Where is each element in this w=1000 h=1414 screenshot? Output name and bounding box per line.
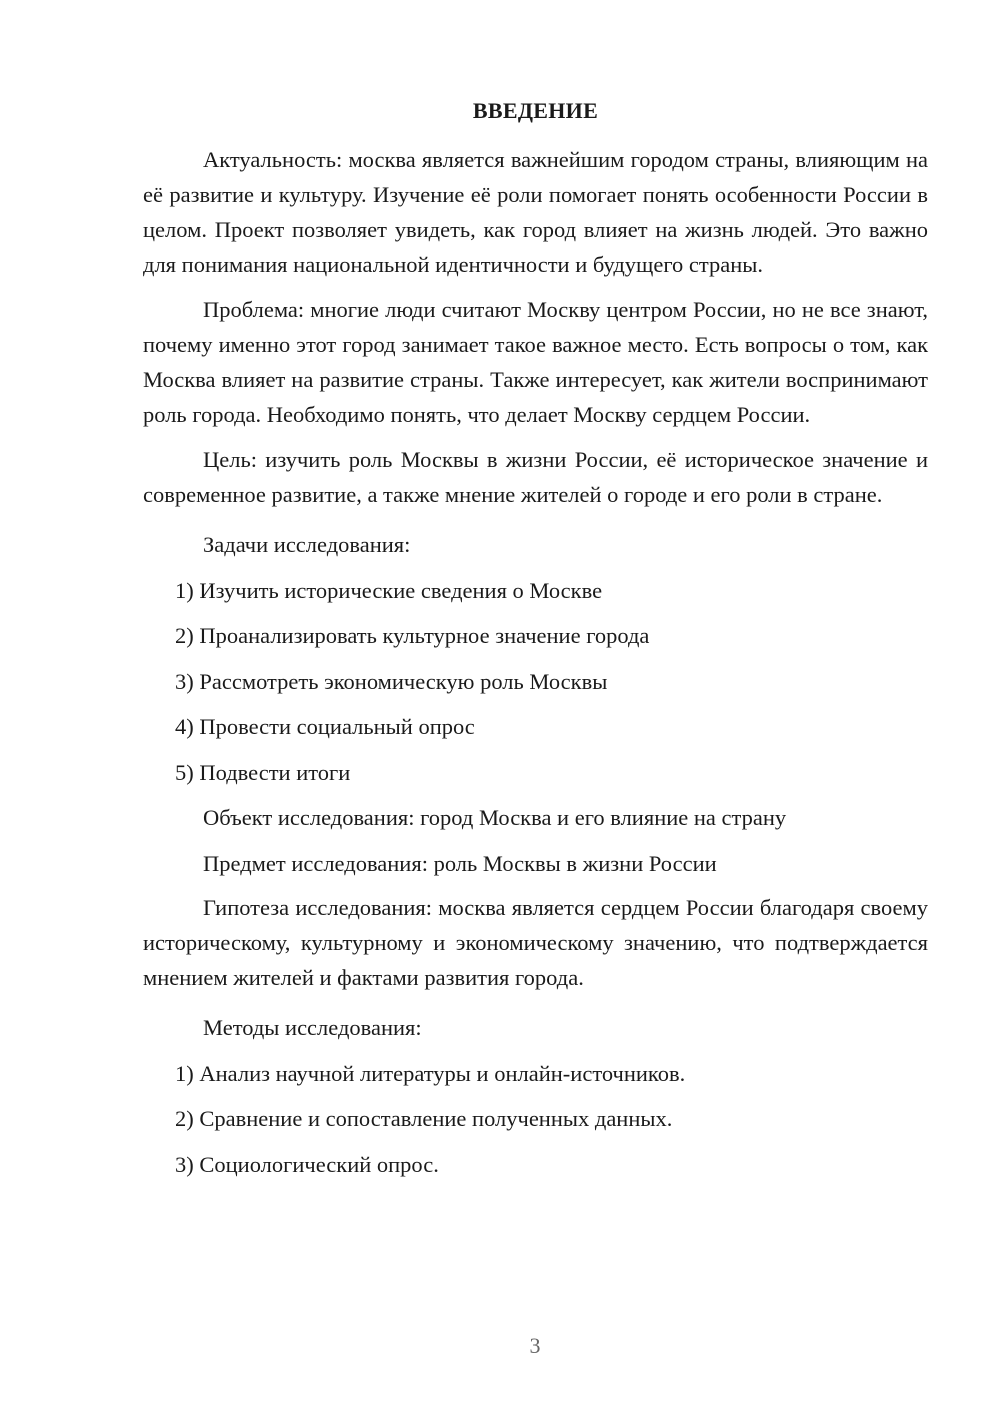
relevance-paragraph: Актуальность: москва является важнейшим городом страны, влияющим на её развитие и культуру. Изучение её роли помогает понять особенности России в целом. Проект позволяет увидеть, как город влияет на жизнь людей. Это важно для понимания национальной идентичности и будущего страны.: [143, 147, 928, 277]
section-title: ВВЕДЕНИЕ: [472, 98, 599, 123]
research-object: Объект исследования: город Москва и его влияние на страну: [203, 805, 787, 830]
page-number: 3: [529, 1333, 541, 1358]
research-subject: Предмет исследования: роль Москвы в жизни России: [203, 850, 717, 876]
method-item: 2) Сравнение и сопоставление полученных данных.: [175, 1106, 673, 1131]
task-item: 2) Проанализировать культурное значение города: [175, 623, 650, 648]
hypothesis-paragraph: Гипотеза исследования: москва является сердцем России благодаря своему историческому, культурному и экономическому значению, что подтверждается мнением жителей и фактами развития города.: [143, 895, 928, 990]
problem-paragraph: Проблема: многие люди считают Москву центром России, но не все знают, почему именно этот город занимает такое важное место. Есть вопросы о том, как Москва влияет на развитие страны. Также интересует, как жители воспринимают роль города. Необходимо понять, что делает Москву сердцем России.: [143, 297, 928, 427]
goal-paragraph: Цель: изучить роль Москвы в жизни России, её историческое значение и современное развитие, а также мнение жителей о городе и его роли в стране.: [143, 447, 928, 507]
task-item: 3) Рассмотреть экономическую роль Москвы: [175, 668, 608, 694]
task-item: 5) Подвести итоги: [175, 759, 351, 785]
method-item: 3) Социологический опрос.: [175, 1151, 439, 1177]
tasks-heading: Задачи исследования:: [203, 532, 411, 557]
document-page: [143, 96, 928, 1187]
methods-heading: Методы исследования:: [203, 1015, 422, 1040]
task-item: 1) Изучить исторические сведения о Москве: [175, 577, 603, 603]
method-item: 1) Анализ научной литературы и онлайн-источников.: [175, 1060, 686, 1086]
task-item: 4) Провести социальный опрос: [175, 714, 475, 739]
